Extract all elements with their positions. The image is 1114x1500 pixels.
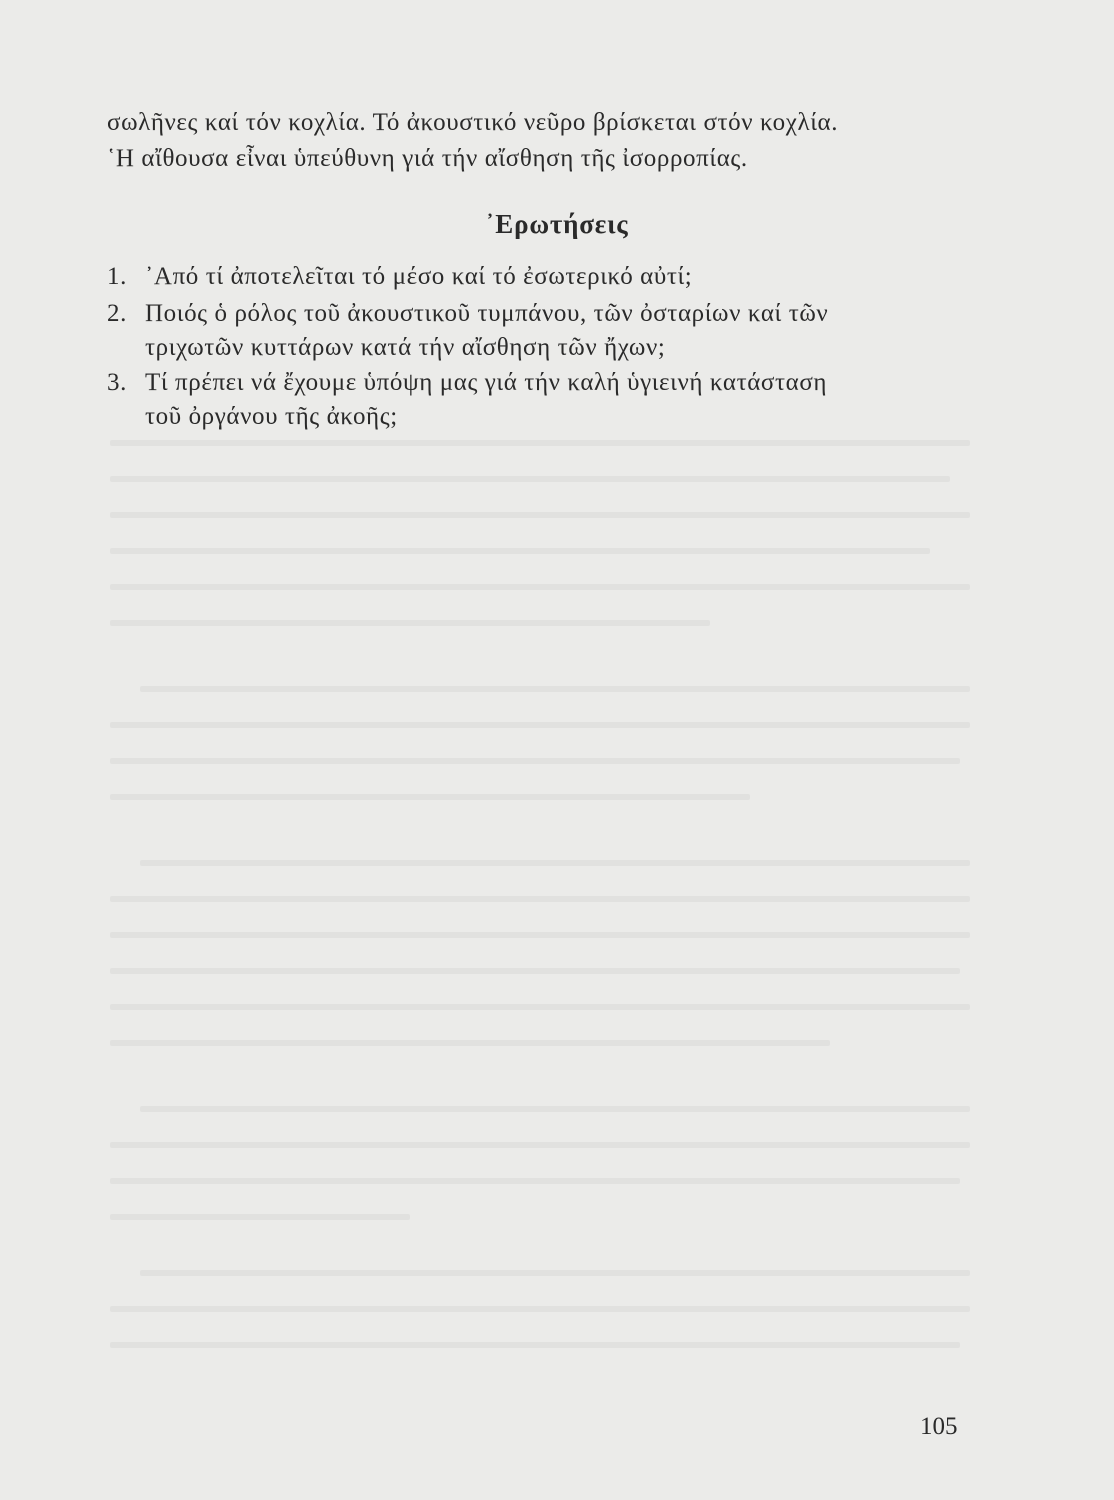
question-continuation: τριχωτῶν κυττάρων κατά τήν αἴσθηση τῶν ἤχων; (145, 334, 666, 361)
question-text: Ποιός ὁ ρόλος τοῦ ἀκουστικοῦ τυμπάνου, τῶν ὀσταρίων καί τῶν (145, 300, 829, 327)
intro-line-1: σωλῆνες καί τόν κοχλία. Τό ἀκουστικό νεῦρο βρίσκεται στόν κοχλία. (107, 109, 839, 136)
question-text: Τί πρέπει νά ἔχουμε ὑπόψη μας γιά τήν καλή ὑγιεινή κατάσταση (145, 369, 828, 396)
question-item (107, 260, 967, 294)
section-heading: ᾿Ερωτήσεις (485, 209, 629, 239)
page-number: 105 (920, 1413, 958, 1440)
question-item (107, 297, 967, 365)
question-number: 3. (107, 369, 127, 396)
question-item (107, 366, 967, 434)
question-number: 1. (107, 263, 127, 290)
question-first-line (107, 263, 692, 290)
question-first-line (107, 300, 828, 327)
question-continuation: τοῦ ὀργάνου τῆς ἀκοῆς; (145, 403, 398, 430)
question-first-line (107, 369, 827, 396)
show-through-texture (100, 440, 980, 1360)
question-number: 2. (107, 300, 127, 327)
intro-line-2: ῾Η αἴθουσα εἶναι ὑπεύθυνη γιά τήν αἴσθηση τῆς ἰσορροπίας. (107, 145, 748, 172)
question-text: ᾿Από τί ἀποτελεῖται τό μέσο καί τό ἐσωτερικό αὐτί; (145, 263, 693, 290)
